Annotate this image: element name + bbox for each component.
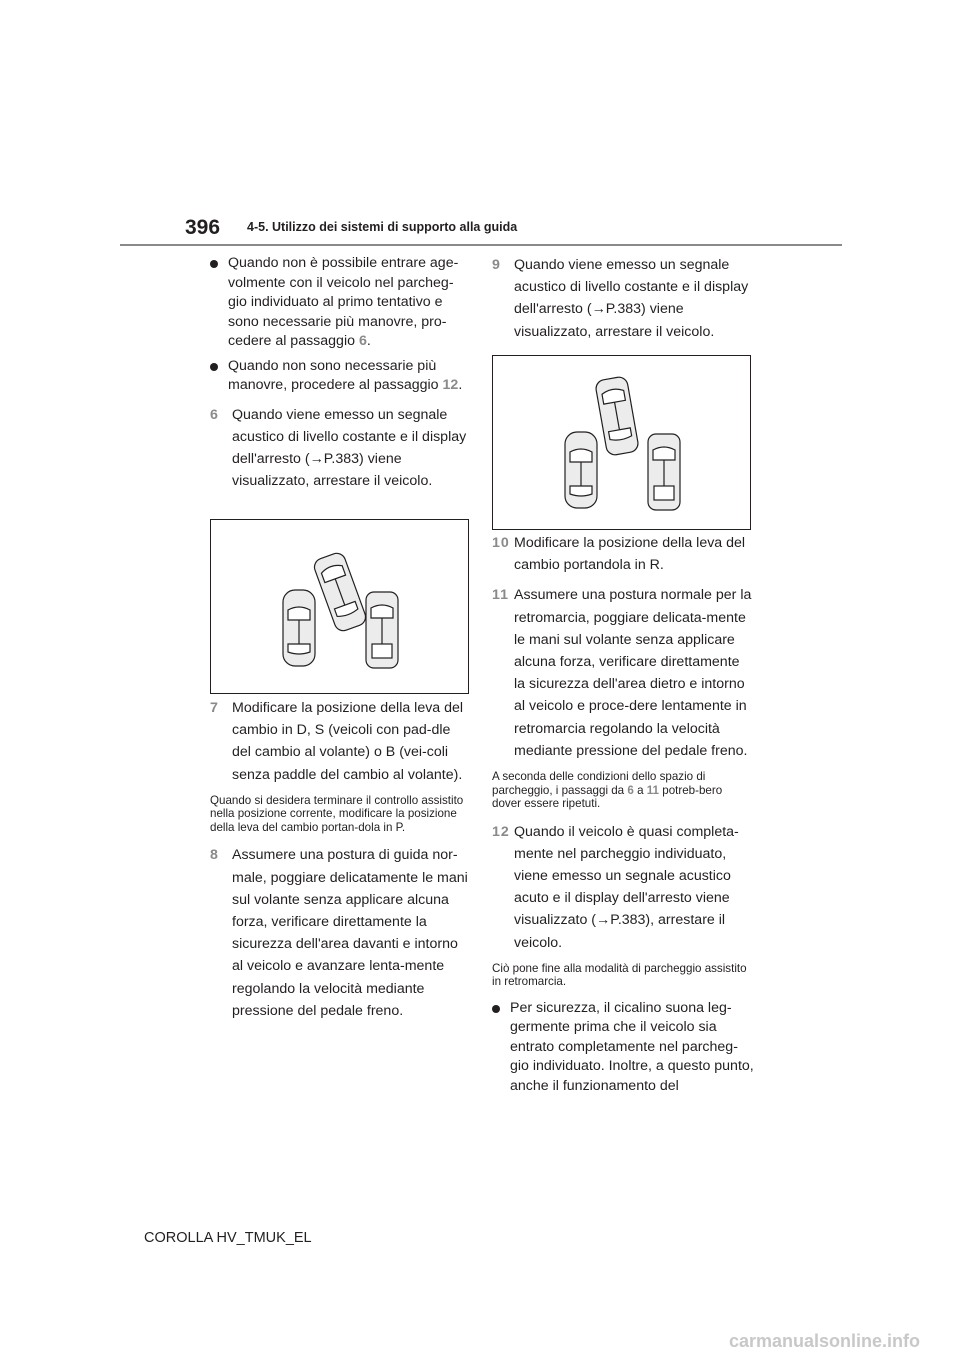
watermark: carmanualsonline.info: [728, 1331, 920, 1351]
step-7: [210, 697, 472, 786]
step-text: Assumere una postura normale per la retromarcia, poggiare delicata-mente le mani sul volante senza applicare alcuna forza, verificare direttamente la sicurezza dell'area dietro e intorno al veicolo e proce-dere lentamente in retromarcia regolando la velocità mediante pressione del pedale freno.: [514, 587, 752, 759]
bullet-item: [492, 999, 754, 1097]
cars-diagram-icon: [493, 356, 750, 529]
step-text: Quando viene emesso un segnale acustico di livello costante e il display dell'arresto (→P.383) viene visualizzato, arrestare il veicolo.: [232, 406, 467, 490]
page-number: 396: [185, 216, 221, 239]
step-text: Modificare la posizione della leva del cambio in D, S (veicoli con pad-dle del cambio al volante) o B (vei-coli senza paddle del cambio al volante).: [232, 700, 464, 783]
note-text: Quando si desidera terminare il controllo assistito nella posizione corrente, modificare la posizione della leva del cambio portan-dola in P.: [210, 793, 464, 834]
right-column: [492, 254, 754, 351]
parking-illustration-2: [492, 355, 751, 530]
cars-diagram-icon: [211, 520, 468, 693]
right-column-lower: [492, 532, 754, 1101]
bullet-text: Per sicurezza, il cicalino suona leg-germente prima che il veicolo sia entrato completamente nel parcheg-gio individuato. Inoltre, a questo punto, anche il funzionamento del: [510, 999, 754, 1094]
header-rule: [120, 244, 842, 246]
step-reference: 12: [442, 377, 459, 393]
bullet-text: Quando non sono necessarie più manovre, procedere al passaggio: [228, 357, 439, 393]
step-number: 8: [210, 847, 218, 864]
bullet-dot-icon: [210, 363, 218, 371]
left-column: [210, 254, 472, 500]
step-number: 9: [492, 257, 500, 273]
step-reference: 6: [627, 783, 634, 797]
step-6: [210, 404, 472, 493]
bullet-punct: .: [458, 377, 463, 393]
step-reference: 11: [646, 783, 660, 797]
note-text: [492, 770, 754, 811]
note-part: a: [637, 783, 644, 797]
step-9: [492, 254, 754, 343]
parking-illustration-1: [210, 519, 469, 694]
bullet-dot-icon: [492, 1005, 500, 1013]
step-number: 10: [492, 535, 510, 551]
step-reference: 6: [358, 333, 367, 349]
step-number: 11: [492, 587, 509, 604]
bullet-text: Quando non è possibile entrare age-volmente con il veicolo nel parcheg-gio individuato al primo tentativo e sono necessarie più manovre, pro-cedere al passaggio: [228, 255, 459, 349]
step-text: Quando viene emesso un segnale acustico di livello costante e il display dell'arresto (→P.383) viene visualizzato, arrestare il veicolo.: [514, 257, 749, 340]
step-text: Modificare la posizione della leva del cambio portandola in R.: [514, 535, 746, 574]
footer-model: COROLLA HV_TMUK_EL: [144, 1230, 312, 1246]
step-number: 6: [210, 406, 218, 423]
note-part: A seconda delle condizioni dello spazio di parcheggio, i passaggi da: [492, 770, 706, 797]
step-number: 7: [210, 700, 218, 716]
section-title: 4-5. Utilizzo dei sistemi di supporto alla guida: [247, 220, 518, 234]
step-number: 12: [492, 823, 510, 840]
bullet-item: [210, 254, 472, 352]
note-part: potreb-bero dover essere ripetuti.: [492, 783, 723, 811]
step-11: [492, 584, 754, 762]
step-10: [492, 532, 754, 576]
step-8: [210, 844, 472, 1022]
note-text: Ciò pone fine alla modalità di parcheggio assistito in retromarcia.: [492, 961, 747, 989]
step-12: [492, 821, 754, 954]
step-text: Assumere una postura di guida nor-male, poggiare delicatamente le mani sul volante senza applicare alcuna forza, verificare direttamente la sicurezza dell'area davanti e intorno al veicolo e avanzare lenta-mente regolando la velocità mediante pressione del pedale freno.: [232, 847, 468, 1019]
bullet-dot-icon: [210, 260, 218, 268]
bullet-punct: .: [366, 333, 371, 349]
left-column-lower: [210, 697, 472, 1030]
bullet-item: [210, 357, 472, 396]
step-text: Quando il veicolo è quasi completa-mente nel parcheggio individuato, viene emesso un segnale acustico acuto e il display dell'arresto viene visualizzato (→P.383), arrestare il veicolo.: [514, 823, 739, 951]
